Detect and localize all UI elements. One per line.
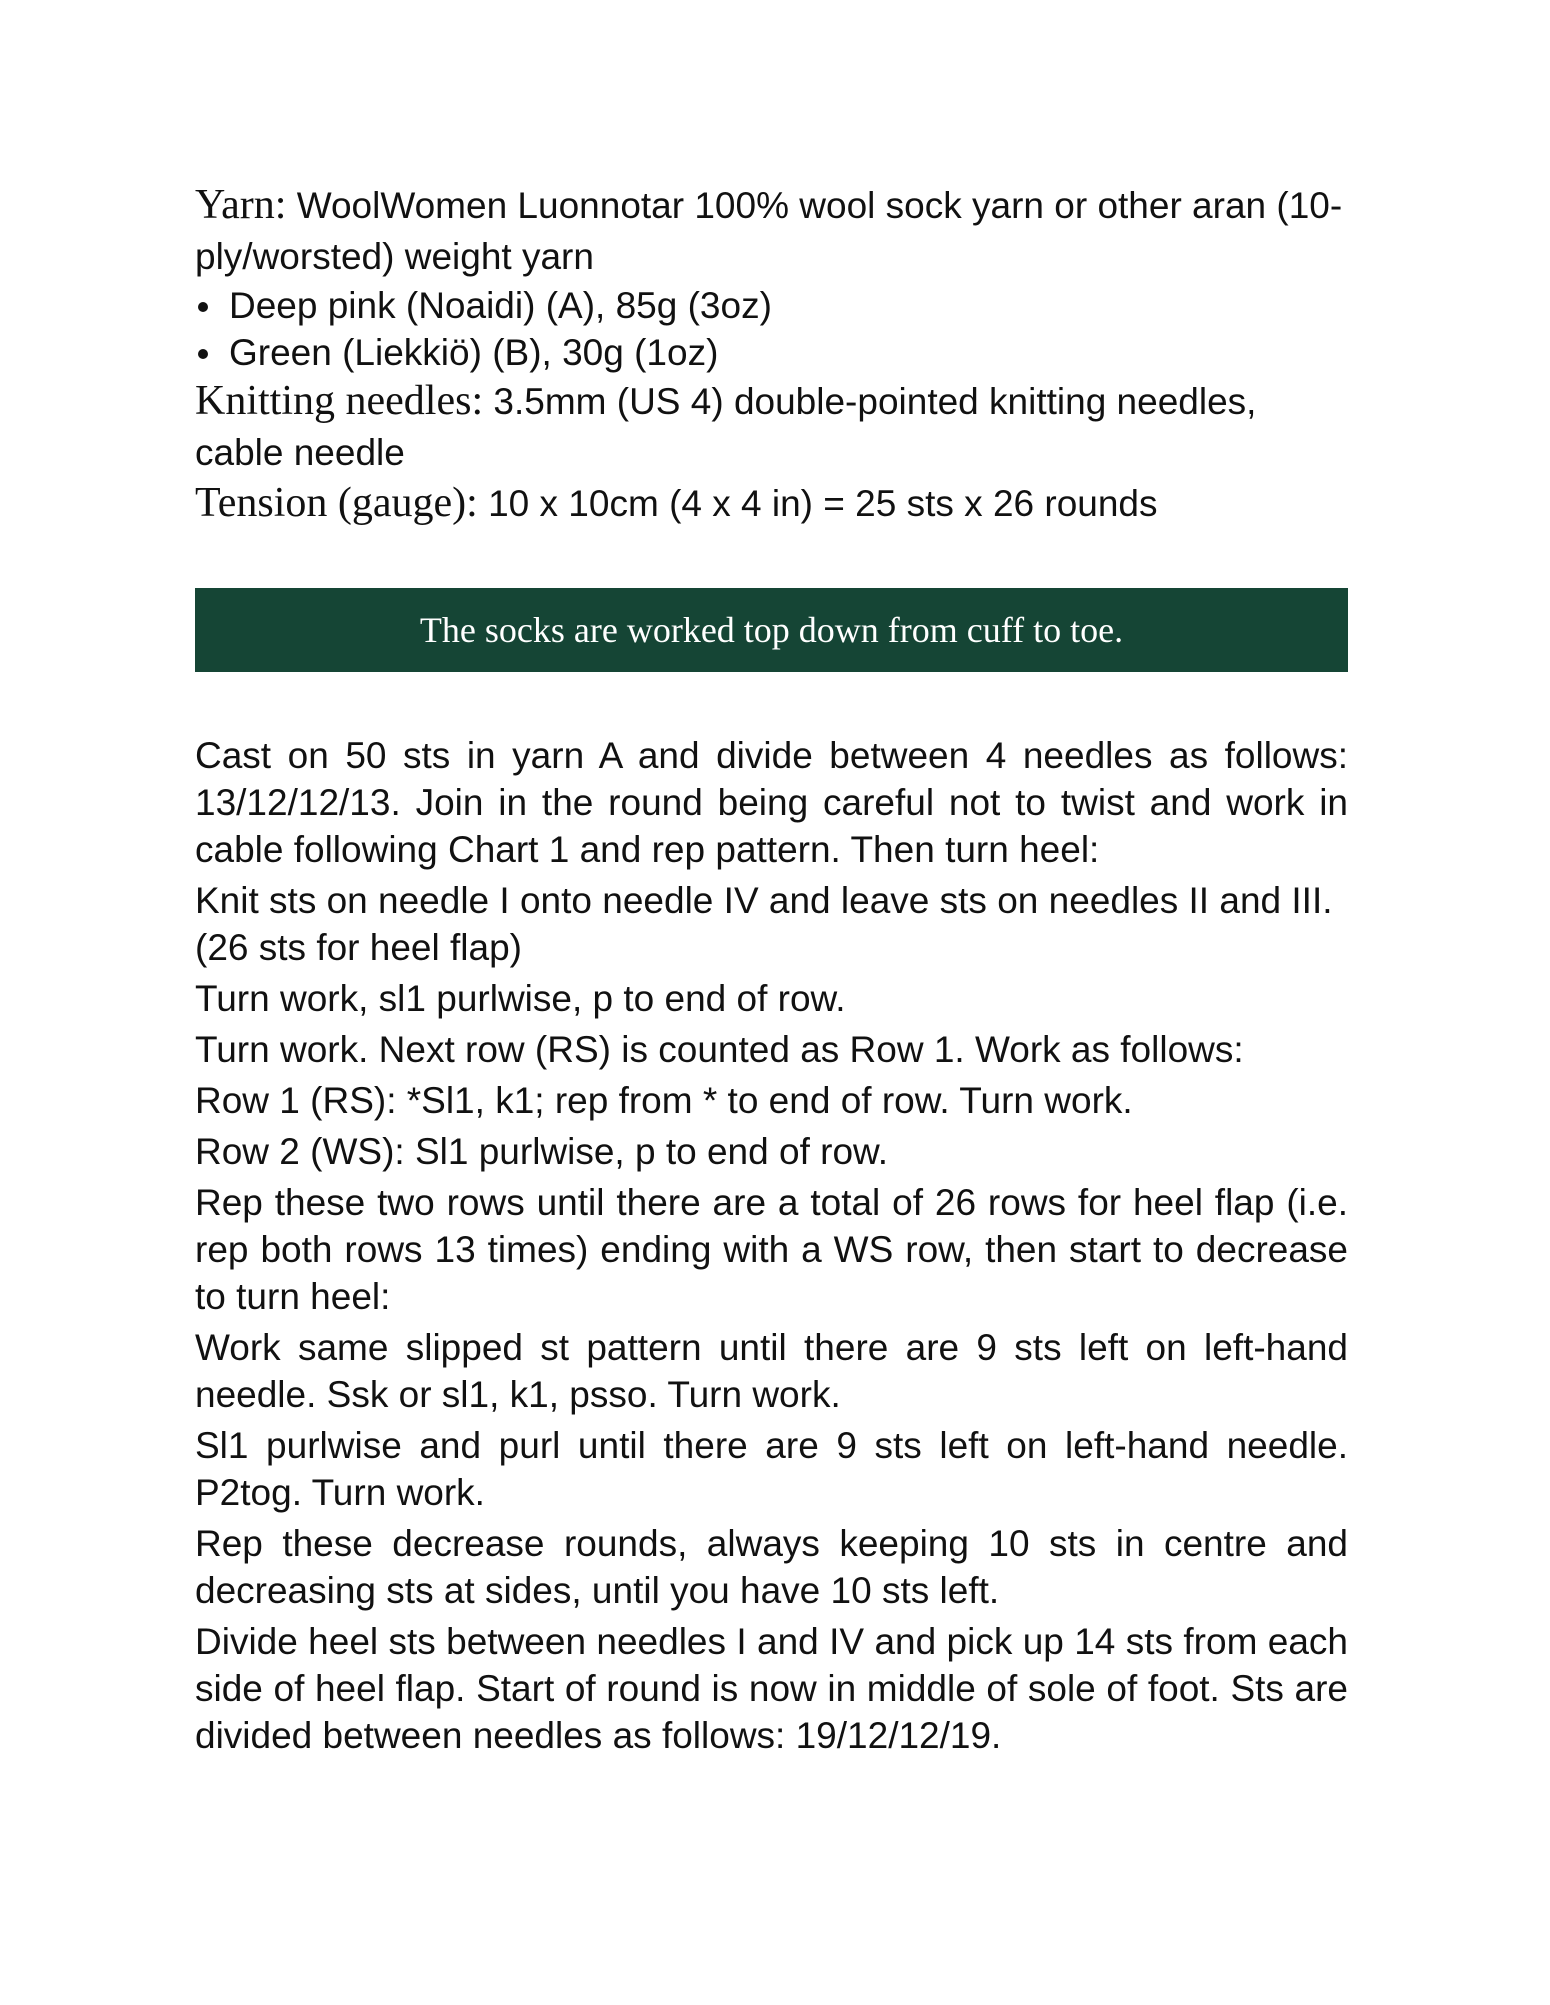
instruction-paragraph: Knit sts on needle I onto needle IV and leave sts on needles II and III. (26 sts for heel flap) — [195, 880, 1333, 968]
list-item — [195, 329, 1345, 376]
instructions-section — [195, 732, 1348, 1763]
instruction-paragraph: Rep these decrease rounds, always keeping 10 sts in centre and decreasing sts at sides, until you have 10 sts left. — [195, 1523, 1348, 1611]
yarn-label: Yarn: — [195, 182, 287, 228]
yarn-colour-a: Deep pink (Noaidi) (A), 85g (3oz) — [229, 285, 772, 326]
instruction-paragraph: Sl1 purlwise and purl until there are 9 sts left on left-hand needle. P2tog. Turn work. — [195, 1425, 1348, 1513]
instruction-paragraph: Row 2 (WS): Sl1 purlwise, p to end of row. — [195, 1131, 888, 1172]
yarn-colour-b: Green (Liekkiö) (B), 30g (1oz) — [229, 332, 719, 373]
bullet-icon — [198, 302, 208, 312]
needles-text: 3.5mm (US 4) double-pointed knitting needles, cable needle — [195, 381, 1257, 473]
tension-text: 10 x 10cm (4 x 4 in) = 25 sts x 26 rounds — [477, 483, 1158, 524]
banner-text: The socks are worked top down from cuff to toe. — [419, 610, 1124, 650]
instruction-paragraph: Cast on 50 sts in yarn A and divide between 4 needles as follows: 13/12/12/13. Join in the round being careful not to twist and work in cable following Chart 1 and rep pattern. Then turn heel: — [195, 735, 1348, 870]
tension-line — [195, 478, 1345, 529]
yarn-text: WoolWomen Luonnotar 100% wool sock yarn or other aran (10-ply/worsted) weight yarn — [195, 185, 1343, 277]
materials-section — [195, 180, 1345, 529]
needles-line — [195, 376, 1345, 478]
instruction-paragraph: Rep these two rows until there are a total of 26 rows for heel flap (i.e. rep both rows 13 times) ending with a WS row, then start to decrease to turn heel: — [195, 1182, 1348, 1317]
instruction-paragraph: Turn work. Next row (RS) is counted as Row 1. Work as follows: — [195, 1029, 1244, 1070]
instruction-paragraph: Row 1 (RS): *Sl1, k1; rep from * to end of row. Turn work. — [195, 1080, 1133, 1121]
instruction-paragraph: Work same slipped st pattern until there are 9 sts left on left-hand needle. Ssk or sl1, k1, psso. Turn work. — [195, 1327, 1348, 1415]
yarn-line — [195, 180, 1345, 282]
bullet-icon — [198, 349, 208, 359]
list-item — [195, 282, 1345, 329]
needles-label: Knitting needles: — [195, 378, 484, 424]
tension-label: Tension (gauge): — [195, 480, 478, 526]
construction-banner — [195, 588, 1348, 672]
yarn-colour-list — [195, 282, 1345, 376]
instruction-paragraph: Turn work, sl1 purlwise, p to end of row. — [195, 978, 846, 1019]
instruction-paragraph: Divide heel sts between needles I and IV and pick up 14 sts from each side of heel flap. Start of round is now in middle of sole of foot. Sts are divided between needles as follows: 19/12/12/19. — [195, 1621, 1348, 1756]
